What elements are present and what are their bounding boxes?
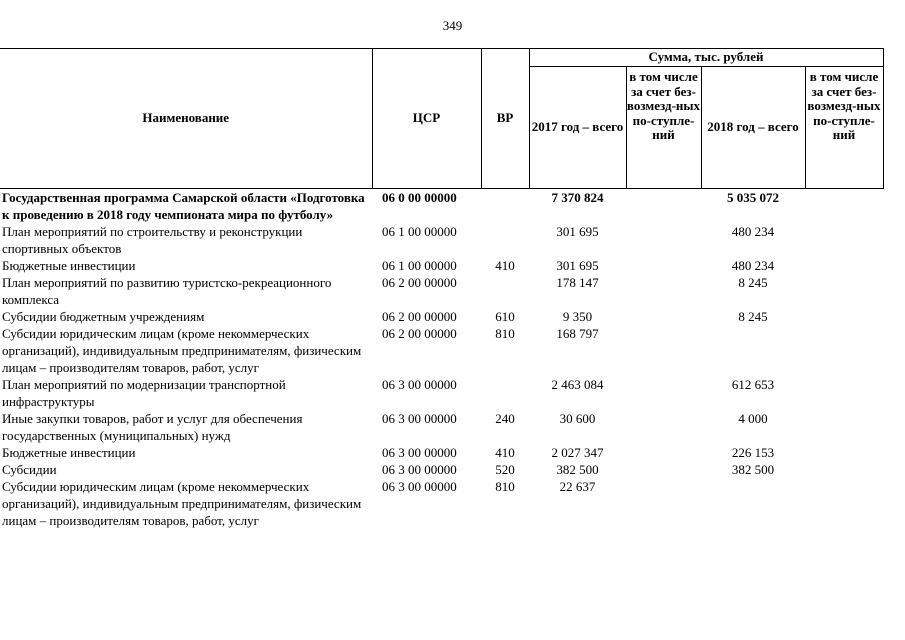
row-2018-total: 226 153 (731, 445, 775, 460)
row-2018-total: 480 234 (731, 258, 775, 273)
page-number: 349 (442, 18, 463, 33)
row-2017-total: 30 600 (559, 411, 596, 426)
row-vr (481, 223, 529, 257)
table-row (0, 257, 883, 274)
header-name: Наименование (0, 49, 372, 189)
row-2018-free (805, 461, 883, 478)
row-2018-total: 8 245 (738, 275, 768, 290)
header-2017-total: 2017 год – всего (529, 67, 626, 189)
row-name: Бюджетные инвестиции (2, 445, 136, 460)
row-csr: 06 3 00 00000 (382, 377, 457, 392)
row-2017-free (626, 478, 701, 529)
budget-table (0, 48, 884, 529)
row-2018-free (805, 410, 883, 444)
row-vr: 240 (495, 411, 515, 426)
row-2018-free (805, 257, 883, 274)
row-2017-total: 2 463 084 (551, 377, 604, 392)
row-2018-total: 4 000 (738, 411, 768, 426)
row-2018-total (701, 325, 805, 376)
row-csr: 06 2 00 00000 (382, 309, 457, 324)
row-2017-total: 168 797 (556, 326, 599, 341)
row-2018-free (805, 308, 883, 325)
row-csr: 06 3 00 00000 (382, 411, 457, 426)
table-row (0, 274, 883, 308)
row-2017-total: 2 027 347 (551, 445, 604, 460)
row-2017-free (626, 376, 701, 410)
row-2018-total: 480 234 (731, 224, 775, 239)
table-row (0, 444, 883, 461)
row-csr: 06 2 00 00000 (382, 275, 457, 290)
row-name: План мероприятий по модернизации транспортной инфраструктуры (2, 377, 286, 409)
row-2018-total: 382 500 (731, 462, 775, 477)
row-2018-free (805, 376, 883, 410)
header-2017-free: в том числе за счет без-возмезд-ных по-ступле-ний (626, 67, 701, 189)
row-2017-free (626, 410, 701, 444)
row-2017-total: 301 695 (556, 224, 599, 239)
row-2018-free (805, 325, 883, 376)
row-2018-total: 5 035 072 (727, 190, 779, 205)
row-vr: 410 (495, 445, 515, 460)
table-row (0, 410, 883, 444)
row-csr: 06 1 00 00000 (382, 224, 457, 239)
row-2018-total: 8 245 (738, 309, 768, 324)
row-2018-total (701, 478, 805, 529)
table-row (0, 376, 883, 410)
row-2017-total: 9 350 (562, 309, 593, 324)
row-2017-free (626, 308, 701, 325)
row-vr (481, 189, 529, 224)
row-vr (481, 274, 529, 308)
row-2017-free (626, 189, 701, 224)
header-csr: ЦСР (372, 49, 481, 189)
row-name: Субсидии (2, 462, 57, 477)
row-csr: 06 3 00 00000 (382, 462, 457, 477)
table-body (0, 189, 883, 530)
table-row (0, 189, 883, 224)
header-2018-total: 2018 год – всего (701, 67, 805, 189)
header-sum-group: Сумма, тыс. рублей (529, 49, 883, 67)
row-2018-free (805, 478, 883, 529)
row-csr: 06 3 00 00000 (382, 479, 457, 494)
row-2018-free (805, 274, 883, 308)
row-csr: 06 2 00 00000 (382, 326, 457, 341)
row-2017-total: 22 637 (559, 479, 596, 494)
row-name: Бюджетные инвестиции (2, 258, 136, 273)
table-row (0, 478, 883, 529)
row-name: Субсидии юридическим лицам (кроме некоммерческих организаций), индивидуальным предпринимателям, физическим лицам – производителям товаров, работ, услуг (2, 326, 362, 375)
table-row (0, 223, 883, 257)
header-vr: ВР (481, 49, 529, 189)
row-2017-free (626, 461, 701, 478)
table-row (0, 308, 883, 325)
row-name: Иные закупки товаров, работ и услуг для обеспечения государственных (муниципальных) нужд (2, 411, 303, 443)
row-csr: 06 0 00 00000 (382, 190, 457, 205)
row-2017-total: 382 500 (556, 462, 599, 477)
row-2017-free (626, 444, 701, 461)
row-csr: 06 1 00 00000 (382, 258, 457, 273)
table-header (0, 49, 883, 189)
row-name: Государственная программа Самарской области «Подготовка к проведению в 2018 году чемпионата мира по футболу» (2, 190, 365, 222)
row-vr (481, 376, 529, 410)
row-csr: 06 3 00 00000 (382, 445, 457, 460)
row-vr: 410 (495, 258, 515, 273)
row-vr: 610 (495, 309, 515, 324)
row-2018-free (805, 223, 883, 257)
table-row (0, 325, 883, 376)
row-2018-free (805, 444, 883, 461)
row-name: План мероприятий по строительству и реконструкции спортивных объектов (2, 224, 303, 256)
row-vr: 810 (495, 479, 515, 494)
row-name: Субсидии юридическим лицам (кроме некоммерческих организаций), индивидуальным предпринимателям, физическим лицам – производителям товаров, работ, услуг (2, 479, 362, 528)
row-name: План мероприятий по развитию туристско-рекреационного комплекса (2, 275, 332, 307)
row-2017-free (626, 325, 701, 376)
row-2017-total: 178 147 (556, 275, 599, 290)
row-name: Субсидии бюджетным учреждениям (2, 309, 205, 324)
header-2018-free: в том числе за счет без-возмезд-ных по-ступле-ний (805, 67, 883, 189)
row-vr: 810 (495, 326, 515, 341)
row-2018-total: 612 653 (731, 377, 775, 392)
row-2017-free (626, 274, 701, 308)
table-row (0, 461, 883, 478)
row-2018-free (805, 189, 883, 224)
row-2017-free (626, 223, 701, 257)
row-2017-total: 301 695 (556, 258, 599, 273)
row-vr: 520 (495, 462, 515, 477)
row-2017-free (626, 257, 701, 274)
row-2017-total: 7 370 824 (551, 190, 604, 205)
